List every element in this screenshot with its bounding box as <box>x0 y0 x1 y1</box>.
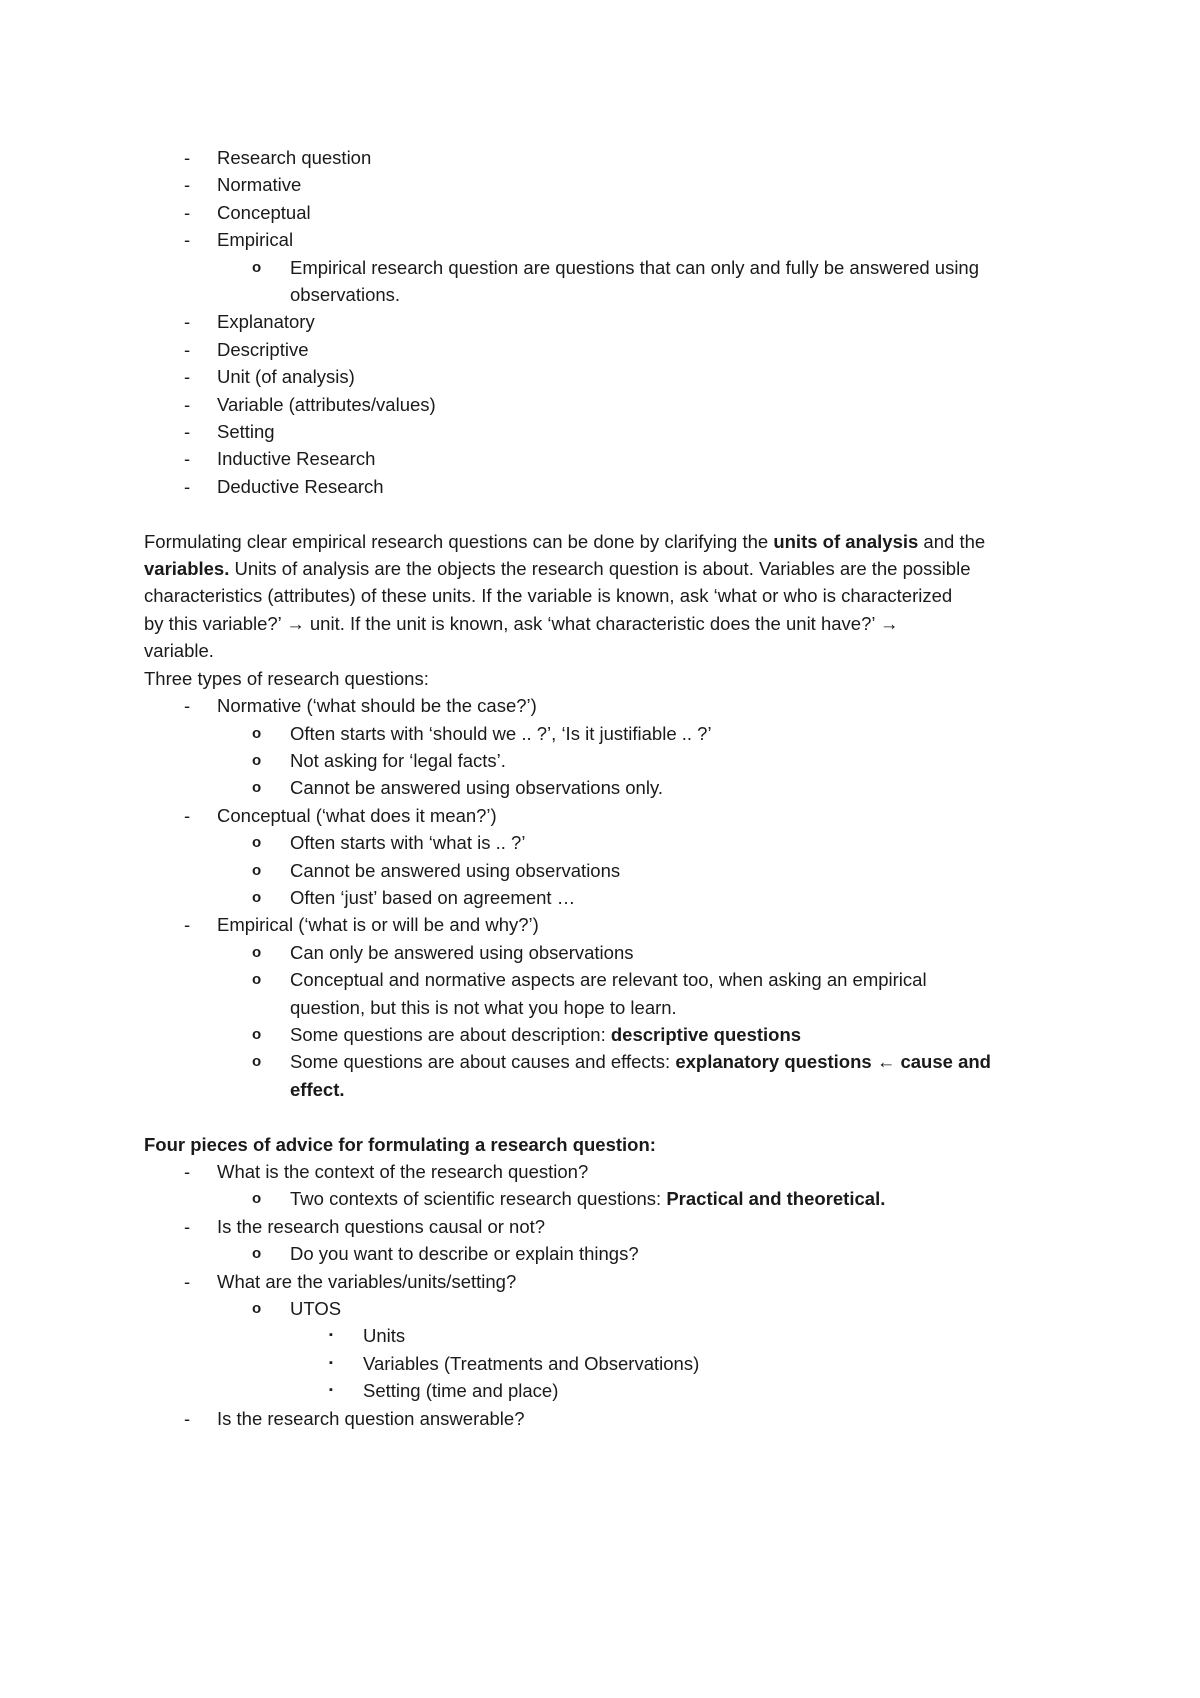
list-item: - What are the variables/units/setting? <box>144 1268 1060 1295</box>
list-item: - Is the research questions causal or not? <box>144 1213 1060 1240</box>
arrow-right-icon: → <box>879 612 899 634</box>
dash-bullet: - <box>184 201 191 223</box>
circle-bullet: o <box>252 751 262 769</box>
list-item: - Unit (of analysis) <box>144 363 1060 390</box>
sub-list-item-continuation: question, but this is not what you hope to learn. <box>290 996 677 1018</box>
sub-list-item: o Two contexts of scientific research questions: Practical and theoretical. <box>144 1185 1060 1212</box>
dash-bullet: - <box>184 695 191 717</box>
dash-bullet: - <box>184 311 191 333</box>
sub-list-item: o Some questions are about description: descriptive questions <box>144 1021 1060 1048</box>
arrow-right-icon: → <box>286 612 305 634</box>
sub-list-item: o Do you want to describe or explain things? <box>144 1240 1060 1267</box>
list-item: - Normative <box>144 171 1060 198</box>
dash-bullet: - <box>184 421 191 443</box>
dash-bullet: - <box>184 475 191 497</box>
dash-bullet: - <box>184 147 191 168</box>
dash-bullet: - <box>184 393 191 415</box>
circle-bullet: o <box>252 1190 262 1208</box>
spacer <box>144 1103 1060 1130</box>
circle-bullet: o <box>252 971 262 989</box>
circle-bullet: o <box>252 779 262 797</box>
circle-bullet: o <box>252 861 262 879</box>
sub-list-item: o Often ‘just’ based on agreement … <box>144 884 1060 911</box>
intro-paragraph: Formulating clear empirical research questions can be done by clarifying the units of analysis and the variables. Units of analysis are the objects the research question is about. Variables are the possible characteristics (attributes) of these units. If the variable is known, ask ‘what or who is characterized by this variable?’ → unit. If the unit is known, ask ‘what characteristic does the unit have?’ → variable. <box>144 530 986 662</box>
dash-bullet: - <box>184 914 191 936</box>
dash-bullet: - <box>184 174 191 196</box>
list-item: - Is the research question answerable? <box>144 1405 1060 1432</box>
circle-bullet: o <box>252 1300 262 1318</box>
circle-bullet: o <box>252 888 262 906</box>
circle-bullet: o <box>252 834 262 852</box>
spacer <box>144 500 1060 527</box>
list-item: - What is the context of the research question? <box>144 1158 1060 1185</box>
square-bullet: ▪ <box>329 1356 333 1369</box>
arrow-left-icon: ← <box>876 1051 896 1073</box>
sub-list-item: o Conceptual and normative aspects are relevant too, when asking an empirical <box>144 966 1060 993</box>
dash-bullet: - <box>184 448 191 470</box>
sub-sub-list-item: ▪ Units <box>144 1322 1060 1349</box>
list-item: - Inductive Research <box>144 445 1060 472</box>
list-item: - Empirical <box>144 226 1060 253</box>
list-item: - Explanatory <box>144 308 1060 335</box>
sub-list-item: o Can only be answered using observations <box>144 939 1060 966</box>
circle-bullet: o <box>252 943 262 961</box>
section-heading: Three types of research questions: <box>144 667 429 689</box>
glossary-list <box>144 144 1060 500</box>
dash-bullet: - <box>184 1215 191 1237</box>
dash-bullet: - <box>184 366 191 388</box>
list-item: - Deductive Research <box>144 473 1060 500</box>
circle-bullet: o <box>252 1053 262 1071</box>
dash-bullet: - <box>184 1407 191 1429</box>
advice-section <box>144 1131 1060 1432</box>
list-item: - Normative (‘what should be the case?’) <box>144 692 1060 719</box>
list-item: - Variable (attributes/values) <box>144 391 1060 418</box>
sub-list-item: o UTOS <box>144 1295 1060 1322</box>
section-heading: Four pieces of advice for formulating a research question: <box>144 1133 656 1155</box>
square-bullet: ▪ <box>329 1384 333 1397</box>
list-item: - Setting <box>144 418 1060 445</box>
sub-list-item: o Often starts with ‘should we .. ?’, ‘Is it justifiable .. ?’ <box>144 720 1060 747</box>
sub-list-item-continuation: effect. <box>290 1078 345 1100</box>
sub-list-item: o Empirical research question are questions that can only and fully be answered using <box>144 254 1060 281</box>
sub-list-item-continuation: observations. <box>290 284 401 306</box>
circle-bullet: o <box>252 1025 262 1043</box>
dash-bullet: - <box>184 804 191 826</box>
square-bullet: ▪ <box>329 1329 333 1342</box>
circle-bullet: o <box>252 1245 262 1263</box>
sub-sub-list-item: ▪ Variables (Treatments and Observations) <box>144 1350 1060 1377</box>
types-section <box>144 665 1060 1104</box>
list-item: - Conceptual <box>144 199 1060 226</box>
sub-list-item: o Some questions are about causes and effects: explanatory questions ← cause and <box>144 1048 1060 1075</box>
sub-sub-list-item: ▪ Setting (time and place) <box>144 1377 1060 1404</box>
sub-list-item: o Not asking for ‘legal facts’. <box>144 747 1060 774</box>
sub-list-item: o Often starts with ‘what is .. ?’ <box>144 829 1060 856</box>
dash-bullet: - <box>184 229 191 251</box>
list-item: - Conceptual (‘what does it mean?’) <box>144 802 1060 829</box>
sub-list-item: o Cannot be answered using observations only. <box>144 774 1060 801</box>
list-item: - Descriptive <box>144 336 1060 363</box>
dash-bullet: - <box>184 1161 191 1182</box>
circle-bullet: o <box>252 258 262 276</box>
list-item: - Empirical (‘what is or will be and why?’) <box>144 911 1060 938</box>
sub-list-item: o Cannot be answered using observations <box>144 857 1060 884</box>
dash-bullet: - <box>184 1270 191 1292</box>
circle-bullet: o <box>252 724 262 742</box>
dash-bullet: - <box>184 338 191 360</box>
list-item: - Research question <box>144 144 1060 171</box>
